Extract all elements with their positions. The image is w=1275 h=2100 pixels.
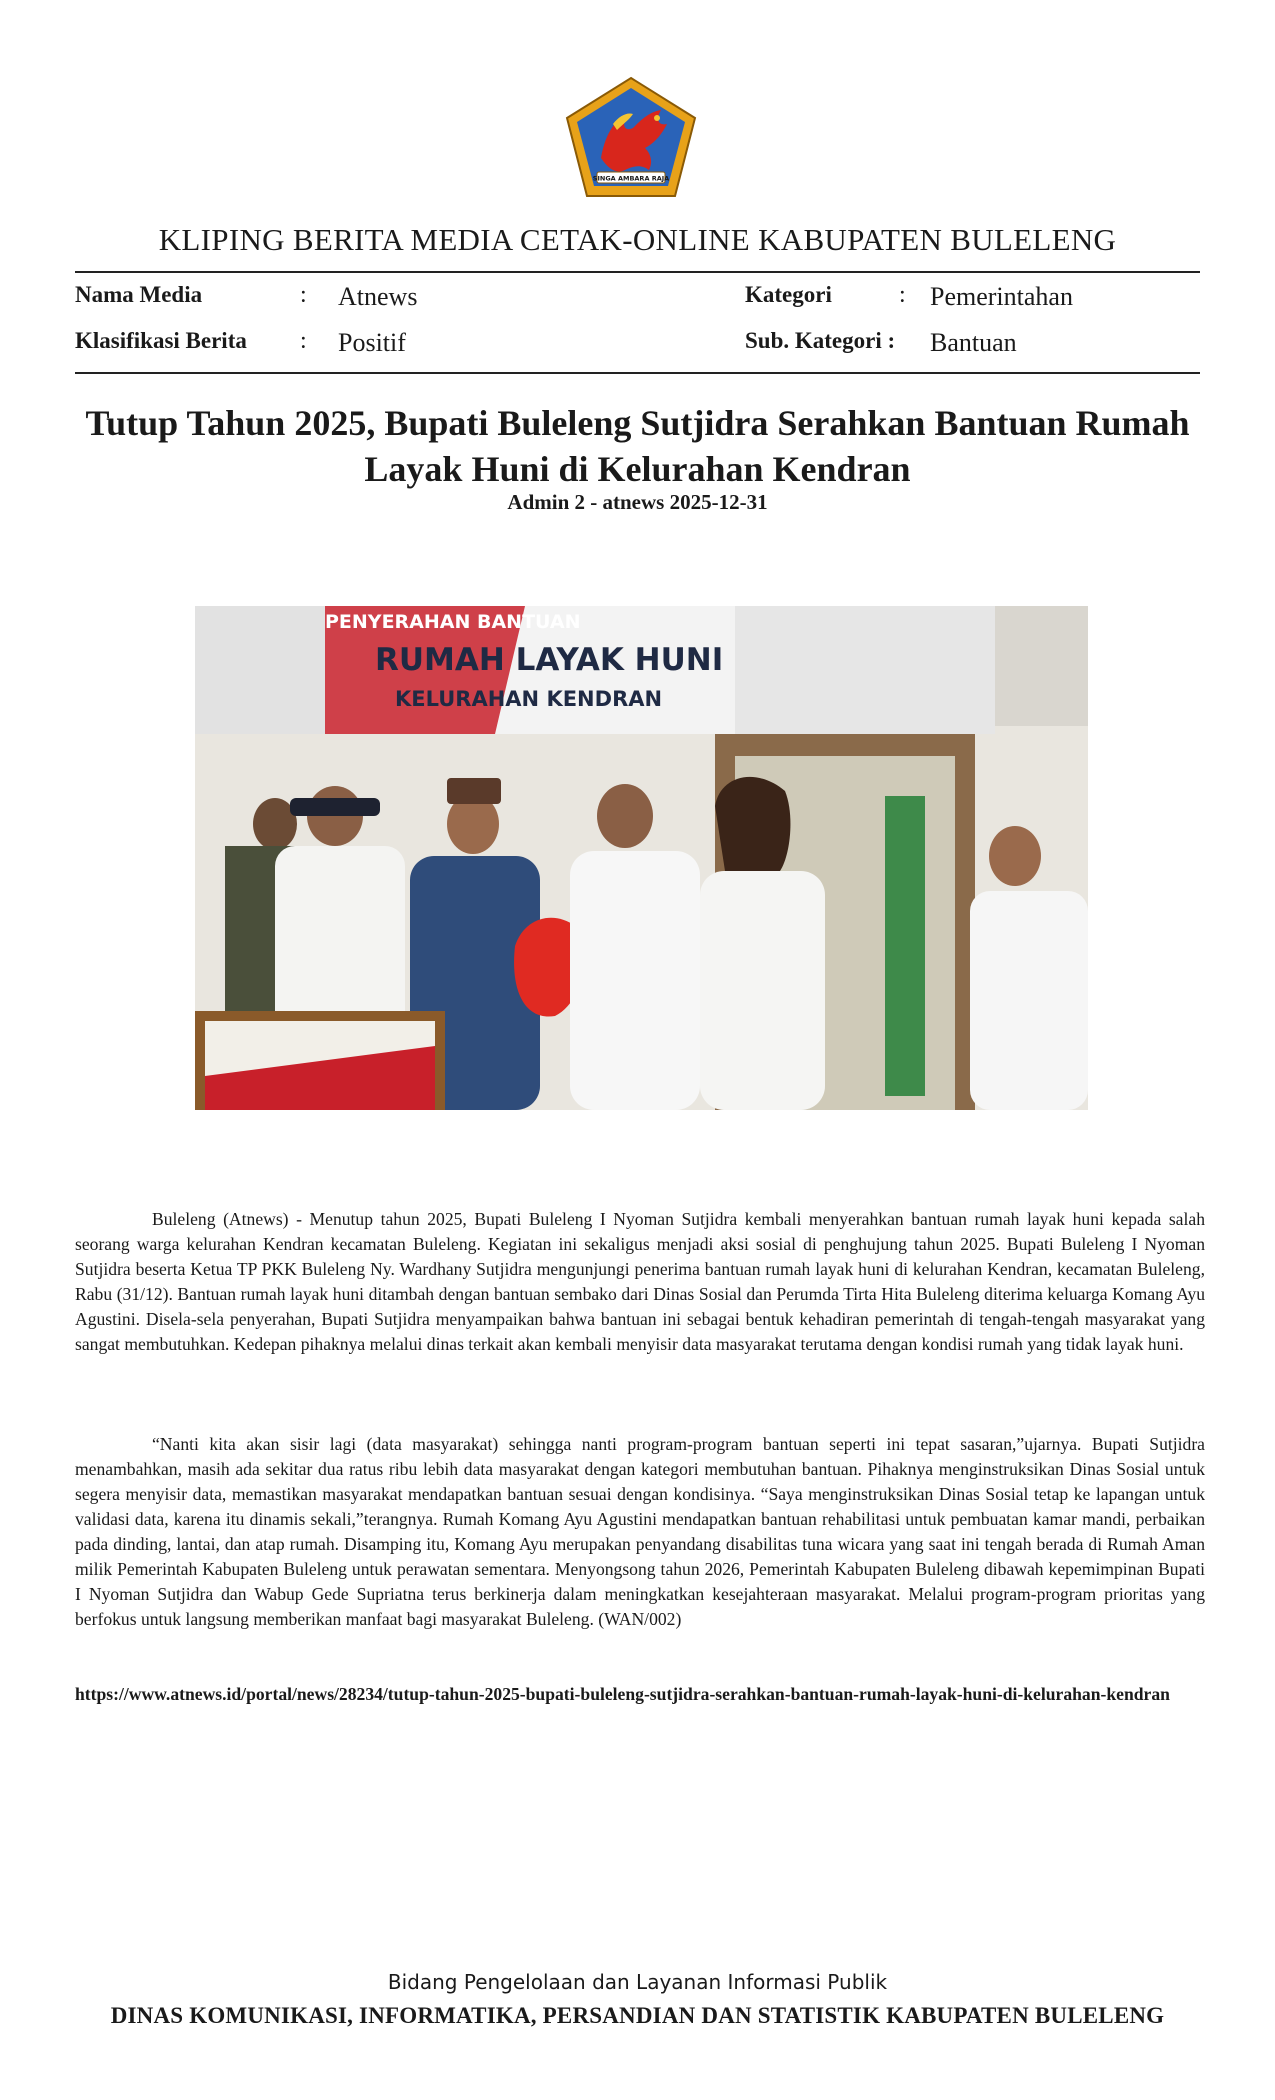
article-photo [195, 606, 1088, 1110]
article-byline: Admin 2 - atnews 2025-12-31 [507, 490, 768, 514]
article-body-2 [75, 1432, 1205, 1632]
article-body [75, 1207, 1205, 1357]
kategori-label: Kategori [745, 282, 832, 307]
source-url[interactable]: https://www.atnews.id/portal/news/28234/tutup-tahun-2025-bupati-buleleng-sutjidra-serahkan-bantuan-rumah-layak-huni-di-kelurahan-kendran [75, 1684, 1170, 1704]
document-header: KLIPING BERITA MEDIA CETAK-ONLINE KABUPATEN BULELENG [158, 222, 1117, 257]
nama-media-colon: : [300, 282, 307, 308]
footer-agency: DINAS KOMUNIKASI, INFORMATIKA, PERSANDIAN DAN STATISTIK KABUPATEN BULELENG [110, 2003, 1165, 2028]
kabupaten-buleleng-logo [561, 74, 701, 200]
header-rule-bottom [75, 372, 1200, 374]
logo-motto: SINGA AMBARA RAJA [592, 174, 670, 183]
header-rule-top [75, 271, 1200, 273]
photo-banner-line2: RUMAH LAYAK HUNI [375, 642, 724, 678]
kategori-value: Pemerintahan [930, 282, 1073, 311]
article-paragraph-1: Buleleng (Atnews) - Menutup tahun 2025, Bupati Buleleng I Nyoman Sutjidra kembali menyerahkan bantuan rumah layak huni kepada salah seorang warga kelurahan Kendran kecamatan Buleleng. Kegiatan ini sekaligus menjadi aksi sosial di penghujung tahun 2025. Bupati Buleleng I Nyoman Sutjidra beserta Ketua TP PKK Buleleng Ny. Wardhany Sutjidra mengunjungi penerima bantuan rumah layak huni di kelurahan Kendran, kecamatan Buleleng, Rabu (31/12). Bantuan rumah layak huni ditambah dengan bantuan sembako dari Dinas Sosial dan Perumda Tirta Hita Buleleng diterima keluarga Komang Ayu Agustini. Disela-sela penyerahan, Bupati Sutjidra menyampaikan bahwa bantuan ini sebagai bentuk kehadiran pemerintah di tengah-tengah masyarakat yang sangat membutuhkan. Kedepan pihaknya melalui dinas terkait akan kembali menyisir data masyarakat terutama dengan kondisi rumah yang tidak layak huni. [75, 1209, 1205, 1354]
nama-media-label: Nama Media [75, 282, 203, 307]
article-paragraph-2: “Nanti kita akan sisir lagi (data masyarakat) sehingga nanti program-program bantuan seperti ini tepat sasaran,”ujarnya. Bupati Sutjidra menambahkan, masih ada sekitar dua ratus ribu lebih data masyarakat dengan kategori membutuhan bantuan. Pihaknya menginstruksikan Dinas Sosial untuk segera menyisir data, memastikan masyarakat mendapatkan bantuan sesuai dengan kondisinya. “Saya menginstruksikan Dinas Sosial tetap ke lapangan untuk validasi data, karena itu dinamis sekali,”terangnya. Rumah Komang Ayu Agustini mendapatkan bantuan rehabilitasi untuk pembuatan kamar mandi, perbaikan pada dinding, lantai, dan atap rumah. Disamping itu, Komang Ayu merupakan penyandang disabilitas tuna wicara yang saat ini tengah berada di Rumah Aman milik Pemerintah Kabupaten Buleleng untuk perawatan sementara. Menyongsong tahun 2026, Pemerintah Kabupaten Buleleng dibawah kepemimpinan Bupati I Nyoman Sutjidra dan Wabup Gede Supriatna terus berkinerja dalam meningkatkan kesejahteraan masyarakat. Melalui program-program prioritas yang berfokus untuk langsung memberikan manfaat bagi masyarakat Buleleng. (WAN/002) [75, 1434, 1205, 1629]
klasifikasi-colon: : [300, 328, 307, 354]
kategori-colon: : [899, 282, 906, 308]
klasifikasi-label: Klasifikasi Berita [75, 328, 247, 353]
klasifikasi-value: Positif [338, 328, 406, 357]
photo-banner-line1: PENYERAHAN BANTUAN [325, 611, 581, 633]
sub-kategori-label: Sub. Kategori : [745, 328, 896, 353]
article-title: Tutup Tahun 2025, Bupati Buleleng Sutjidra Serahkan Bantuan Rumah Layak Huni di Kelurahan Kendran [85, 403, 1190, 489]
sub-kategori-value: Bantuan [930, 328, 1017, 357]
footer-department: Bidang Pengelolaan dan Layanan Informasi Publik [387, 1970, 888, 1994]
nama-media-value: Atnews [338, 282, 418, 311]
photo-banner-line3: KELURAHAN KENDRAN [395, 687, 663, 711]
